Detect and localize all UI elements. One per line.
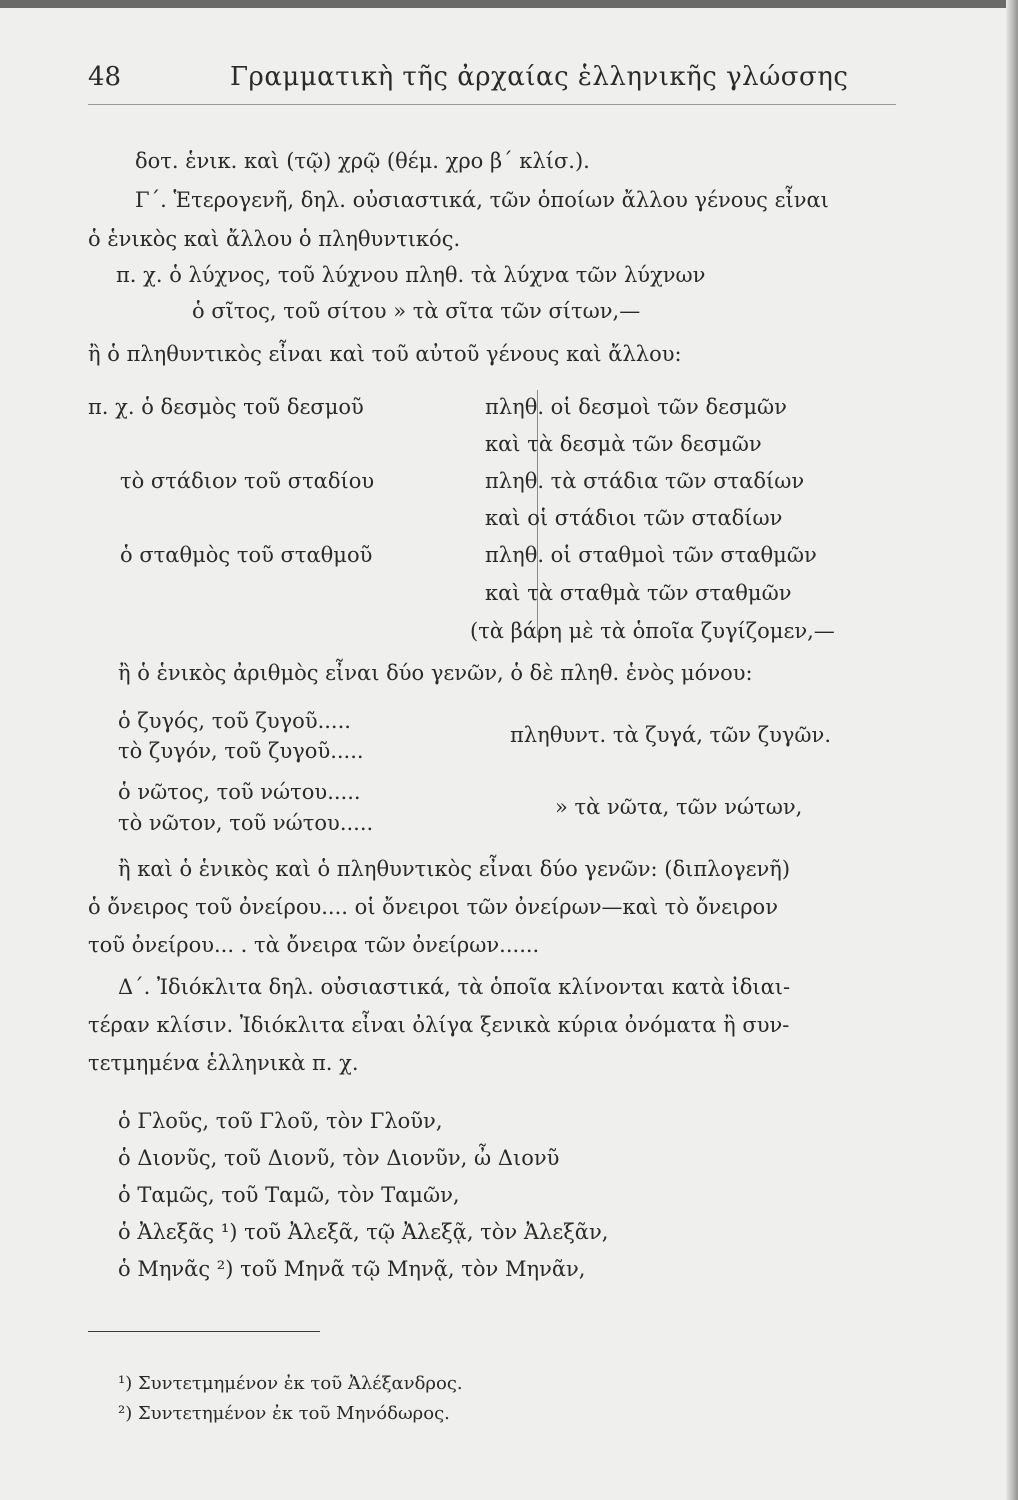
text-line: τοῦ ὀνείρου... . τὰ ὄνειρα τῶν ὀνείρων......	[88, 933, 540, 957]
table-cell-left: ὁ σταθμὸς τοῦ σταθμοῦ	[120, 543, 373, 567]
table-cell-left: π. χ. ὁ δεσμὸς τοῦ δεσμοῦ	[88, 395, 364, 419]
table-cell-right: πληθ. οἱ δεσμοὶ τῶν δεσμῶν	[485, 395, 787, 419]
example-line: ὁ Ἀλεξᾶς ¹) τοῦ Ἀλεξᾶ, τῷ Ἀλεξᾷ, τὸν Ἀλεξᾶν,	[118, 1220, 609, 1244]
text-line: ὁ ἑνικὸς καὶ ἄλλου ὁ πληθυντικός.	[88, 227, 461, 251]
table-cell-right: πληθ. τὰ στάδια τῶν σταδίων	[485, 469, 805, 493]
table-cell-right: καὶ τὰ δεσμὰ τῶν δεσμῶν	[485, 432, 762, 456]
table-cell-left: τὸ νῶτον, τοῦ νώτου.....	[118, 811, 374, 835]
text-line: ἢ ὁ ἑνικὸς ἀριθμὸς εἶναι δύο γενῶν, ὁ δὲ πληθ. ἑνὸς μόνου:	[118, 661, 753, 685]
table-cell-right: καὶ τὰ σταθμὰ τῶν σταθμῶν	[485, 581, 792, 605]
text-line: Γ΄. Ἑτερογενῆ, δηλ. οὐσιαστικά, τῶν ὁποίων ἄλλου γένους εἶναι	[135, 188, 829, 212]
page-number: 48	[88, 62, 122, 92]
running-header	[88, 62, 878, 96]
text-line: ἢ καὶ ὁ ἑνικὸς καὶ ὁ πληθυντικὸς εἶναι δύο γενῶν: (διπλογενῆ)	[118, 857, 791, 881]
footnote: ¹) Συντετμημένον ἐκ τοῦ Ἀλέξανδρος.	[118, 1373, 463, 1394]
table-cell-right: καὶ οἱ στάδιοι τῶν σταδίων	[485, 506, 783, 530]
table-cell-right: πληθυντ. τὰ ζυγά, τῶν ζυγῶν.	[510, 723, 831, 747]
table-cell-left: ὁ ζυγός, τοῦ ζυγοῦ.....	[118, 709, 351, 733]
text-line: ἢ ὁ πληθυντικὸς εἶναι καὶ τοῦ αὐτοῦ γένους καὶ ἄλλου:	[88, 342, 682, 366]
page-edge-shadow	[1006, 0, 1018, 1500]
example-line: ὁ Μηνᾶς ²) τοῦ Μηνᾶ τῷ Μηνᾷ, τὸν Μηνᾶν,	[118, 1257, 586, 1281]
text-line: π. χ. ὁ λύχνος, τοῦ λύχνου πληθ. τὰ λύχνα τῶν λύχνων	[116, 263, 706, 287]
table-cell-right: πληθ. οἱ σταθμοὶ τῶν σταθμῶν	[485, 543, 817, 567]
text-line: ὁ ὄνειρος τοῦ ὀνείρου.... οἱ ὄνειροι τῶν ὀνείρων—καὶ τὸ ὄνειρον	[88, 895, 778, 919]
footnote: ²) Συντετημένον ἐκ τοῦ Μηνόδωρος.	[118, 1403, 450, 1424]
text-line: τετμημένα ἑλληνικὰ π. χ.	[88, 1051, 359, 1075]
table-cell-left: ὁ νῶτος, τοῦ νώτου.....	[118, 780, 361, 804]
text-line: δοτ. ἑνικ. καὶ (τῷ) χρῷ (θέμ. χρο β΄ κλίσ.).	[135, 149, 590, 173]
table-cell-right: » τὰ νῶτα, τῶν νώτων,	[555, 795, 803, 819]
table-cell-right: (τὰ βάρη μὲ τὰ ὁποῖα ζυγίζομεν,—	[470, 619, 835, 643]
running-title: Γραμματικὴ τῆς ἀρχαίας ἑλληνικῆς γλώσσης	[230, 62, 849, 92]
table-cell-left: τὸ ζυγόν, τοῦ ζυγοῦ.....	[118, 739, 364, 763]
example-line: ὁ Ταμῶς, τοῦ Ταμῶ, τὸν Ταμῶν,	[118, 1183, 460, 1207]
footnote-rule	[88, 1331, 320, 1332]
example-line: ὁ Διονῦς, τοῦ Διονῦ, τὸν Διονῦν, ὦ Διονῦ	[118, 1146, 560, 1170]
header-rule	[88, 104, 896, 105]
example-line: ὁ Γλοῦς, τοῦ Γλοῦ, τὸν Γλοῦν,	[118, 1109, 443, 1133]
table-cell-left: τὸ στάδιον τοῦ σταδίου	[120, 469, 375, 493]
text-line: ὁ σῖτος, τοῦ σίτου » τὰ σῖτα τῶν σίτων,—	[192, 299, 641, 323]
text-line: τέραν κλίσιν. Ἰδιόκλιτα εἶναι ὀλίγα ξενικὰ κύρια ὀνόματα ἢ συν-	[88, 1013, 790, 1037]
page-edge	[0, 0, 1018, 8]
text-line: Δ΄. Ἰδιόκλιτα δηλ. οὐσιαστικά, τὰ ὁποῖα κλίνονται κατὰ ἰδιαι-	[118, 975, 791, 999]
